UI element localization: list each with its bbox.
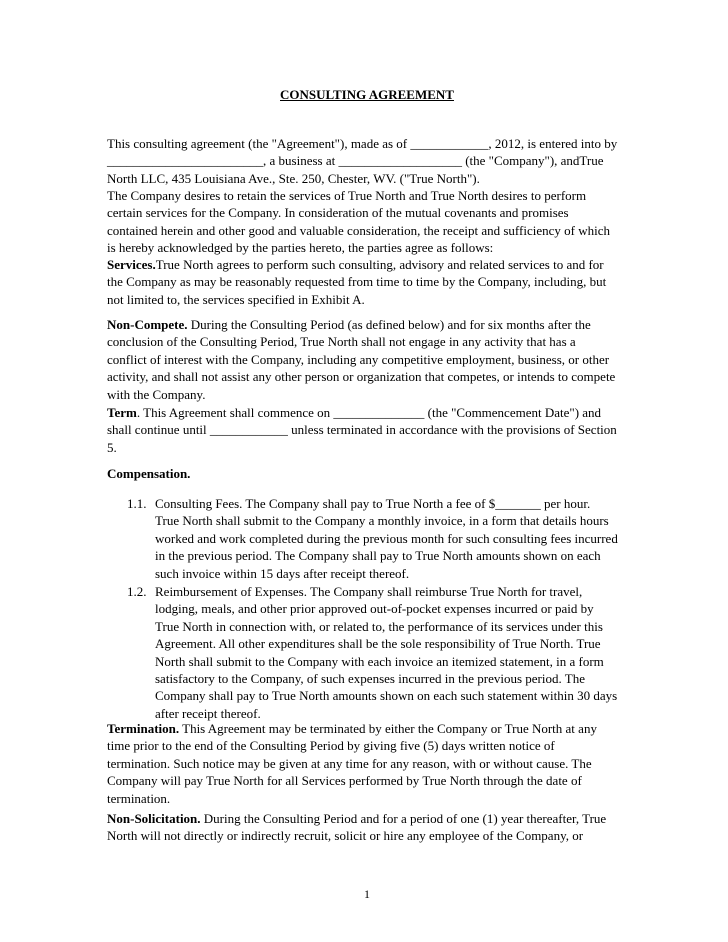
noncompete-line: conclusion of the Consulting Period, True North shall not engage in any activity that has a (107, 334, 576, 350)
recital-line: contained herein and other good and valuable consideration, the receipt and sufficiency of which (107, 222, 610, 238)
services-section (107, 256, 627, 308)
term-heading: Term (107, 405, 137, 420)
compensation-section (107, 465, 627, 482)
subclause-line: Company shall pay to True North amounts shown on each such statement within 30 days (155, 688, 618, 704)
intro-line: ________________________, a business at ___________________ (the "Company"), andTrue (107, 153, 604, 169)
noncompete-first-line: During the Consulting Period (as defined below) and for six months after the (187, 317, 591, 332)
services-line (107, 256, 627, 273)
termination-line: termination. (107, 790, 171, 806)
subclause-line: satisfactory to the Company, of such expenses incurred in the previous period. The (155, 671, 585, 687)
subclause-line: worked and work completed during the previous month for such consulting fees incurred (155, 530, 618, 546)
services-first-line: True North agrees to perform such consulting, advisory and related services to and for (155, 257, 604, 272)
termination-section (107, 720, 627, 807)
subclause-line: lodging, meals, and other prior approved out-of-pocket expenses incurred or paid by (155, 601, 594, 617)
nonsolicitation-first-line: During the Consulting Period and for a period of one (1) year thereafter, True (200, 811, 607, 826)
termination-line: termination. Such notice may be given at any time for any reason, with or without cause. The (107, 755, 592, 771)
subclause-line: after receipt thereof. (155, 705, 261, 721)
noncompete-line: conflict of interest with the Company, including any competitive employment, business, or other (107, 351, 610, 367)
noncompete-line: activity, and shall not assist any other person or organization that competes, or intends to compete (107, 369, 616, 385)
services-line: not limited to, the services specified in Exhibit A. (107, 291, 365, 307)
subclause-line: such invoice within 15 days after receipt thereof. (155, 565, 410, 581)
nonsolicitation-line: North will not directly or indirectly recruit, solicit or hire any employee of the Company, or (107, 828, 584, 844)
subclause-line: True North in connection with, or related to, the performance of its services under this (155, 618, 603, 634)
compensation-item-reimbursement (127, 583, 627, 722)
recital-line: The Company desires to retain the services of True North and True North desires to perform (107, 188, 587, 203)
document-title: CONSULTING AGREEMENT (280, 87, 454, 102)
compensation-heading: Compensation. (107, 466, 191, 481)
termination-line: time prior to the end of the Consulting Period by giving five (5) days written notice of (107, 738, 555, 754)
intro-paragraph (107, 135, 627, 187)
noncompete-line: with the Company. (107, 386, 206, 402)
recital-paragraph (107, 187, 627, 257)
subclause-line (127, 583, 627, 600)
services-heading: Services. (107, 257, 156, 272)
termination-heading: Termination. (107, 721, 180, 736)
page-number: 1 (364, 887, 370, 901)
termination-line (107, 720, 627, 737)
subclause-number: 1.1. (127, 496, 147, 511)
noncompete-line (107, 316, 627, 333)
noncompete-heading: Non-Compete. (107, 317, 188, 332)
services-line: the Company as may be reasonably requested from time to time by the Company, including, but (107, 274, 607, 290)
subclause-line: True North shall submit to the Company a monthly invoice, in a form that details hours (155, 513, 609, 529)
subclause-first-line: Consulting Fees. The Company shall pay to True North a fee of $_______ per hour. (155, 496, 591, 511)
subclause-line (127, 495, 627, 512)
recital-line: certain services for the Company. In consideration of the mutual covenants and promises (107, 205, 569, 221)
subclause-first-line: Reimbursement of Expenses. The Company shall reimburse True North for travel, (155, 584, 583, 599)
noncompete-section (107, 316, 627, 403)
nonsolicitation-heading: Non-Solicitation. (107, 811, 201, 826)
recital-line: is hereby acknowledged by the parties hereto, the parties agree as follows: (107, 240, 494, 256)
term-section (107, 404, 627, 456)
term-line: shall continue until ____________ unless terminated in accordance with the provisions of Section (107, 422, 617, 438)
term-line: 5. (107, 439, 117, 455)
subclause-line: North shall submit to the Company with each invoice an itemized statement, in a form (155, 653, 604, 669)
term-first-line: . This Agreement shall commence on ______________ (the "Commencement Date") and (136, 405, 602, 420)
intro-line: North LLC, 435 Louisiana Ave., Ste. 250, Chester, WV. ("True North"). (107, 170, 480, 186)
compensation-item-consulting-fees (127, 495, 627, 582)
subclause-number: 1.2. (127, 584, 147, 599)
termination-line: Company will pay True North for all Services performed by True North through the date of (107, 773, 582, 789)
subclause-line: Agreement. All other expenditures shall be the sole responsibility of True North. True (155, 636, 601, 652)
nonsolicitation-line (107, 810, 627, 827)
intro-line: This consulting agreement (the "Agreement"), made as of ____________, 2012, is entered into by (107, 136, 618, 151)
nonsolicitation-section (107, 810, 627, 845)
subclause-line: in the previous period. The Company shall pay to True North amounts shown on each (155, 548, 601, 564)
term-line (107, 404, 627, 421)
termination-first-line: This Agreement may be terminated by either the Company or True North at any (179, 721, 597, 736)
